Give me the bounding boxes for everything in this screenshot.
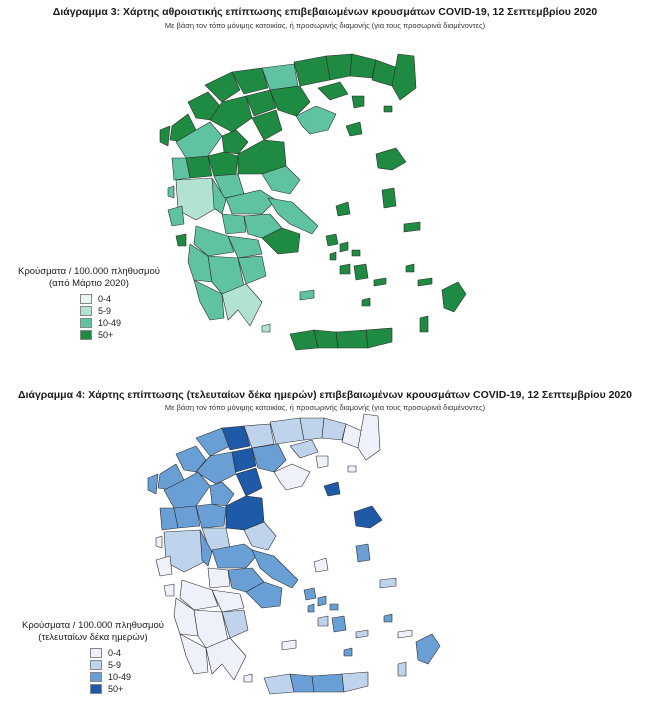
island-naxos xyxy=(354,264,368,280)
legend-label: 5-9 xyxy=(98,306,112,316)
island-lemnos xyxy=(346,122,362,136)
island-syros xyxy=(330,252,336,260)
region-korinthia xyxy=(228,236,262,258)
island-tinos xyxy=(340,242,348,252)
legend-swatch xyxy=(90,672,102,682)
map1-subtitle: Με βάση τον τόπο μόνιμης κατοικίας, ή προσωρινής διαμονής (για τους προσωρινά διαμένοντες) xyxy=(164,21,486,30)
island-kythira xyxy=(262,324,270,332)
map2-title: Διάγραμμα 4: Χάρτης επίπτωσης (τελευταίων δέκα ημερών) επιβεβαιωμένων κρουσμάτων COVID-19, 12 Σεπτεμβρίου 2020 xyxy=(18,389,632,401)
legend-label: 10-49 xyxy=(108,672,132,682)
island-samos xyxy=(380,578,396,588)
legend-label: 5-9 xyxy=(108,660,122,670)
region-chalkidiki xyxy=(274,464,310,490)
island-kalymnos xyxy=(406,264,414,272)
island-milos xyxy=(300,290,314,300)
region-thessaloniki xyxy=(252,444,286,472)
island-paros xyxy=(318,616,328,626)
island-santorini xyxy=(344,648,352,656)
legend-item xyxy=(80,330,160,340)
region-arta xyxy=(174,506,200,528)
map2-subtitle: Με βάση τον τόπο μόνιμης κατοικίας, ή προσωρινής διαμονής (για τους προσωρινά διαμένοντες) xyxy=(164,403,486,412)
region-evros xyxy=(358,414,380,460)
region-irakleio xyxy=(312,674,344,692)
region-grevena xyxy=(210,482,234,506)
legend-subtitle: (από Μάρτιο 2020) xyxy=(49,278,129,289)
region-trikala xyxy=(196,504,226,528)
region-trikala xyxy=(208,152,238,176)
island-corfu xyxy=(160,126,170,146)
island-chios xyxy=(382,188,396,208)
island-lefkada xyxy=(156,536,162,548)
island-kefalonia xyxy=(168,206,184,226)
island-rhodes xyxy=(416,634,440,664)
region-fokida xyxy=(208,568,230,588)
island-rhodes xyxy=(442,282,466,312)
legend-swatch xyxy=(90,660,102,670)
island-zakynthos xyxy=(176,234,186,246)
island-tinos xyxy=(318,596,326,606)
region-korinthia xyxy=(212,590,244,612)
legend-item xyxy=(90,672,164,682)
region-xanthi xyxy=(350,54,376,78)
region-lasithi xyxy=(342,672,368,692)
island-santorini xyxy=(362,298,370,306)
island-samos xyxy=(404,222,420,232)
legend-subtitle: (τελευταίων δέκα ημερών) xyxy=(38,632,148,643)
legend-title: Κρούσματα / 100.000 πληθυσμού xyxy=(22,620,164,631)
region-serres xyxy=(294,56,330,86)
region-irakleio xyxy=(336,330,368,348)
legend-item xyxy=(80,294,160,304)
legend-item xyxy=(90,684,164,694)
region-evros xyxy=(392,54,416,100)
legend-label: 50+ xyxy=(98,330,114,340)
map1-legend xyxy=(18,266,160,340)
legend-swatch xyxy=(90,648,102,658)
legend-swatch xyxy=(80,294,92,304)
map1-title: Διάγραμμα 3: Χάρτης αθροιστικής επίπτωσης επιβεβαιωμένων κρουσμάτων COVID-19, 12 Σεπτεμβρίου 2020 xyxy=(52,6,598,18)
region-kavala xyxy=(318,82,348,100)
island-andros xyxy=(304,588,316,600)
region-xanthi xyxy=(322,418,346,440)
legend-item xyxy=(90,660,164,670)
region-imathia xyxy=(232,448,256,472)
island-milos xyxy=(282,640,296,650)
legend-label: 10-49 xyxy=(98,318,122,328)
map2-legend xyxy=(22,620,164,694)
island-lesvos xyxy=(354,506,382,528)
island-samothraki xyxy=(348,466,356,472)
island-skyros xyxy=(336,202,350,216)
region-serres xyxy=(270,418,304,444)
region-drama xyxy=(326,54,352,80)
region-kavala xyxy=(290,440,318,458)
region-fokida xyxy=(222,214,246,234)
legend-swatch xyxy=(80,306,92,316)
legend-item xyxy=(80,318,160,328)
island-kalymnos xyxy=(384,614,392,622)
island-kefalonia xyxy=(156,556,172,576)
region-rethymno xyxy=(314,330,338,348)
island-naxos xyxy=(332,616,346,632)
island-lefkada xyxy=(168,186,174,198)
legend-swatch xyxy=(80,318,92,328)
island-zakynthos xyxy=(164,584,174,596)
island-corfu xyxy=(148,474,158,494)
island-syros xyxy=(308,604,314,612)
island-lesvos xyxy=(376,148,406,170)
island-paros xyxy=(340,264,350,274)
island-chios xyxy=(356,544,370,562)
legend-item xyxy=(80,306,160,316)
region-chania xyxy=(290,330,318,350)
region-rethymno xyxy=(290,674,314,692)
region-lasithi xyxy=(366,328,392,348)
island-thasos xyxy=(316,456,328,468)
island-thasos xyxy=(352,96,364,108)
island-karpathos xyxy=(420,316,428,332)
legend-swatch xyxy=(90,684,102,694)
legend-title: Κρούσματα / 100.000 πληθυσμού xyxy=(18,266,160,277)
island-karpathos xyxy=(398,662,406,676)
island-skyros xyxy=(314,558,328,572)
legend-label: 50+ xyxy=(108,684,124,694)
legend-swatch xyxy=(80,330,92,340)
legend-label: 0-4 xyxy=(108,648,122,658)
island-lemnos xyxy=(324,482,340,496)
island-amorgos xyxy=(374,278,386,286)
island-mykonos xyxy=(330,604,338,610)
region-drama xyxy=(300,418,324,440)
island-mykonos xyxy=(352,250,360,256)
island-kos xyxy=(418,278,432,286)
region-chania xyxy=(264,674,294,694)
legend-item xyxy=(90,648,164,658)
island-amorgos xyxy=(356,630,368,638)
region-arta xyxy=(186,156,212,178)
region-pieria xyxy=(236,468,262,496)
island-andros xyxy=(326,234,338,246)
legend-label: 0-4 xyxy=(98,294,112,304)
island-samothraki xyxy=(384,106,392,112)
island-kos xyxy=(398,630,412,638)
island-kythira xyxy=(244,674,252,682)
